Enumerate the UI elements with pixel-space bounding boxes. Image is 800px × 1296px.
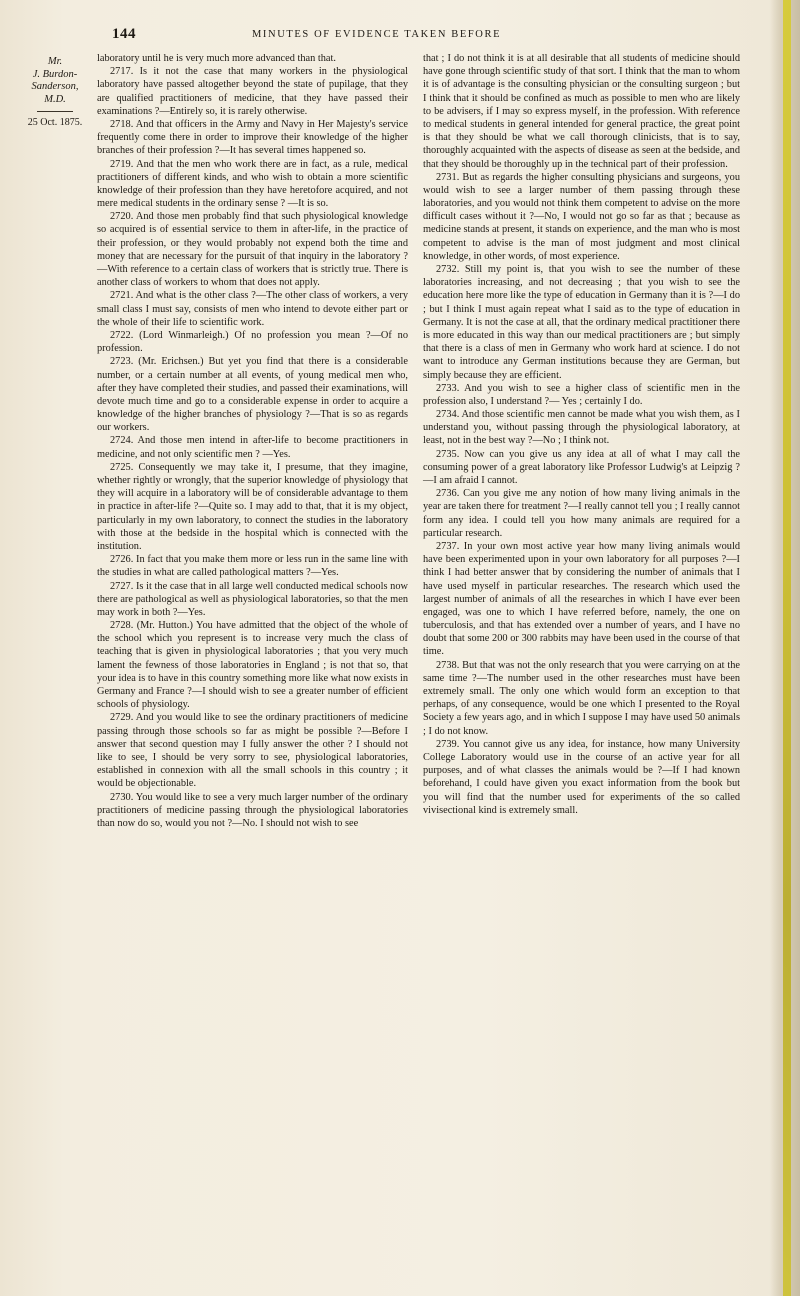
- left-text-column: [97, 52, 408, 830]
- evidence-paragraph: 2730. You would like to see a very much larger number of the ordinary practitioners of medicine passing through the physiological laboratories than now do so, would you not ?—No. I should not wish to see: [97, 791, 408, 829]
- evidence-paragraph: 2735. Now can you give us any idea at all of what I may call the consuming power of a great laboratory like Professor Ludwig's at Leipzig ?—I am afraid I cannot.: [423, 448, 740, 486]
- evidence-paragraph: 2739. You cannot give us any idea, for instance, how many University College Laboratory would use in the course of an active year for all purposes, and of what classes the animals would be ?—If I had known beforehand, I could have given you exact information from the book but you will find that the number used for experiments of the so called vivisectional kind is extremely small.: [423, 738, 740, 816]
- evidence-paragraph: 2731. But as regards the higher consulting physicians and surgeons, you would wish to see a larger number of them passing through these laboratories, and you would not think them competent to advise on the more difficult cases without it ?—No, I would not go so far as that ; because as medicine stands at present, it stands on experience, and the man who is most competent to advise is the man of most judgment and most clinical knowledge, in other words, of most experience.: [423, 171, 740, 262]
- evidence-paragraph: 2724. And those men intend in after-life to become practitioners in medicine, and not only scientific men ? —Yes.: [97, 435, 408, 460]
- witness-degree: M.D.: [44, 93, 66, 105]
- right-text-column: [423, 52, 740, 817]
- sidenote-divider: [37, 111, 73, 112]
- page-edge-tab: [783, 0, 791, 1296]
- evidence-paragraph: 2729. And you would like to see the ordinary practitioners of medicine passing through those schools so far as might be possible ?—Before I answer that second question may I fully answer the other ? I should not like to see, I should be very sorry to see, physiological laboratories, established in connexion with all the small schools in this country ; it would be objectionable.: [97, 712, 408, 790]
- witness-sidenote: [24, 56, 86, 130]
- evidence-paragraph: 2736. Can you give me any notion of how many living animals in the year are taken there for treatment ?—I really cannot tell you ; I really cannot form any idea. I could tell you how many animals are required for a particular research.: [423, 488, 740, 539]
- evidence-paragraph: 2726. In fact that you make them more or less run in the same line with the studies in what are called pathological matters ?—Yes.: [97, 554, 408, 579]
- page-number: 144: [112, 26, 136, 42]
- evidence-paragraph: 2719. And that the men who work there are in fact, as a rule, medical practitioners of different kinds, and who wish to obtain a more scientific knowledge of their profession than they have heretofore acquired, and not mere medical students in the ordinary sense ? —It is so.: [97, 158, 408, 210]
- witness-title: Mr.: [47, 56, 63, 67]
- running-head: MINUTES OF EVIDENCE TAKEN BEFORE: [252, 29, 502, 40]
- evidence-paragraph: 2732. Still my point is, that you wish to see the number of these laboratories increasing, and not decreasing ; that you wish to see the education here more like the type of education in Germany than it is ?—I do ; but I think I must again repeat what I said as to the type of education in Germany. It is not the case at all, that the ordinary medical practitioner there is more educated in this way than our medical practitioners are ; but simply that there is a class of men in Germany who work hard at science. I do not want to introduce any German institutions because they are German, but simply because they are efficient.: [423, 264, 740, 381]
- evidence-paragraph: laboratory until he is very much more advanced than that.: [97, 53, 336, 64]
- evidence-paragraph: 2728. (Mr. Hutton.) You have admitted that the object of the whole of the school which you represent is to increase very much the class of teaching that is given in physiological laboratories ; that you very much lament the fewness of those laboratories in England ; is not that so, that your idea is to have in this country something more like what now exists in Germany and France ?—I should wish to see a greater number of efficient schools of physiology.: [97, 620, 408, 711]
- evidence-paragraph: 2725. Consequently we may take it, I presume, that they imagine, whether rightly or wrongly, that the superior knowledge of physiology that they will acquire in a laboratory will be of considerable advantage to them in practice in after-life ?—Quite so. I may add to that, that it is my object, particularly in my own laboratory, to connect the studies in the laboratory with those at the bedside in the hospital which is connected with the institution.: [97, 461, 408, 552]
- evidence-paragraph: 2733. And you wish to see a higher class of scientific men in the profession also, I understand ?— Yes ; certainly I do.: [423, 382, 740, 407]
- evidence-paragraph: 2722. (Lord Winmarleigh.) Of no profession you mean ?—Of no profession.: [97, 329, 408, 355]
- evidence-date: 25 Oct. 1875.: [27, 117, 83, 128]
- evidence-paragraph: 2738. But that was not the only research that you were carrying on at the same time ?—The number used in the other researches must have been extremely small. The only one which would form an exception to that perhaps, of any consequence, would be one which I presented to the Royal Society a few years ago, and in which I suppose I may have used 50 animals ; I do not know.: [423, 659, 740, 737]
- witness-name-line-2: Sanderson,: [31, 81, 79, 92]
- evidence-paragraph: 2718. And that officers in the Army and Navy in Her Majesty's service frequently come there in order to improve their knowledge of the higher branches of their profession ?—It has several times happened so.: [97, 118, 408, 157]
- evidence-paragraph: 2727. Is it the case that in all large well conducted medical schools now there are pathological as well as physiological laboratories, so that the men may work in both ?—Yes.: [97, 580, 408, 618]
- evidence-paragraph: 2723. (Mr. Erichsen.) But yet you find that there is a considerable number, or a certain number at all events, of young medical men who, after they have completed their studies, and passed their examinations, will devote much time and go to a considerable expense in order to acquire a knowledge of the higher branches of physiology ?—That is so as regards our workers.: [97, 356, 408, 434]
- evidence-paragraph: that ; I do not think it is at all desirable that all students of medicine should have gone through scientific study of that sort. I think that the man to whom it is of advantage is the consulting physician or the consulting surgeon ; but I think that it should be confined as much as possible to men who are likely to be advisers, if I may so express myself, in the profession. With reference to medical students in general intended for general practice, the great point is that they should be what we call thorough clinicists, that is to say, thoroughly acquainted with the aspects of disease as seen at the bedside, and that they should be thoroughly up in the technical part of their profession.: [423, 53, 740, 170]
- evidence-paragraph: 2721. And what is the other class ?—The other class of workers, a very small class I must say, consists of men who intend to devote either part or the whole of their life to scientific work.: [97, 290, 408, 328]
- evidence-paragraph: 2720. And those men probably find that such physiological knowledge so acquired is of essential service to them in after-life, in the practice of their profession, or they would probably not expend both the time and money that are necessary for the pursuit of that inquiry in the laboratory ?—With reference to a certain class of workers that is strictly true. There is another class of workers to whom that does not apply.: [97, 211, 408, 289]
- evidence-paragraph: 2734. And those scientific men cannot be made what you wish them, as I understand you, without passing through the physiological laboratory, at least, not in the best way ?—No ; I think not.: [423, 409, 740, 447]
- witness-name-line-1: J. Burdon-: [32, 68, 78, 80]
- evidence-paragraph: 2737. In your own most active year how many living animals would have been experimented upon in your own laboratory for all purposes ?—I think I had better answer that by considering the number of animals that I have used myself in particular researches. The research which used the largest number of animals of all the researches in which I have ever been engaged, was one to which I have referred before, namely, the one on tuberculosis, and that has extended over a number of years, and I have no doubt that some 200 or 300 rabbits may have been used in the course of that time.: [423, 540, 740, 658]
- evidence-paragraph: 2717. Is it not the case that many workers in the physiological laboratory have passed altogether beyond the state of pupilage, that they are qualified practitioners of medicine, that they have passed their examinations ?—Entirely so, it is rarely otherwise.: [97, 66, 408, 117]
